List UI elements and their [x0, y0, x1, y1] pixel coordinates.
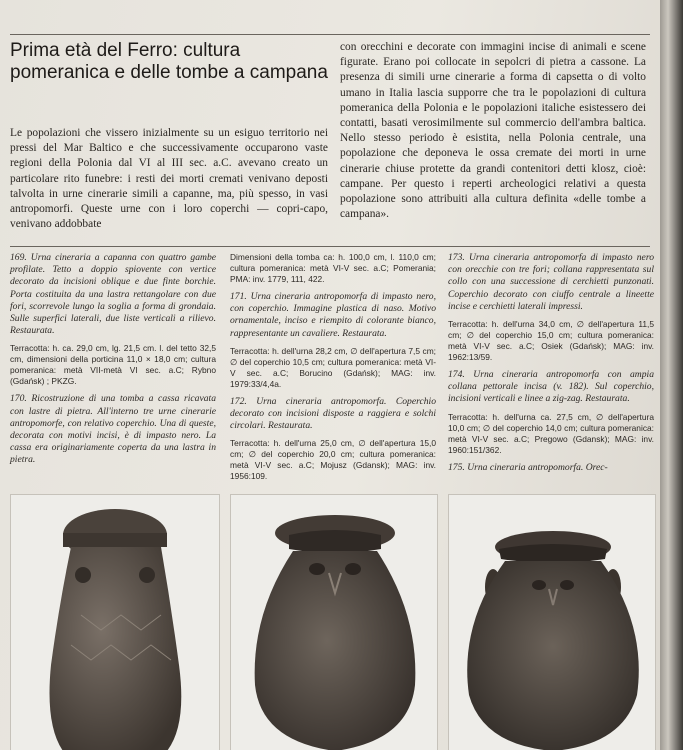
caption-175: 175. Urna cineraria antropomorfa. Orec-	[448, 461, 608, 473]
meta-173: Terracotta: h. dell'urna 34,0 cm, ∅ dell'apertura 11,5 cm; ∅ del coperchio 15,0 cm; cultura pomeranica: metà VI-V sec. a.C; Osiek (Gdańsk); MAG: inv. 1962:13/59.	[448, 319, 654, 363]
catalog-column-2	[230, 252, 436, 488]
caption-169: 169. Urna cineraria a capanna con quattro gambe profilate. Tetto a doppio spiovente con vertice decorato da incisioni oblique e due finte borchie. Porta costituita da una lastra rettangolare con due fori, scorrevole lungo la soglia a forma di grondaia. Sulle superfici laterali, due liste verticali a rilievo. Restaurata.	[10, 252, 216, 337]
caption-172: 172. Urna cineraria antropomorfa. Coperchio decorato con incisioni disposte a raggiera e solchi circolari. Restaurata.	[230, 395, 436, 432]
meta-170: Dimensioni della tomba ca: h. 100,0 cm, l. 110,0 cm; cultura pomeranica: metà VI-V sec. a.C; Pomerania; PMA: inv. 1779, 111, 422.	[230, 252, 436, 284]
urn-image-1	[11, 495, 219, 750]
urn-photo-2	[230, 494, 438, 750]
page-edge	[660, 0, 683, 750]
intro-paragraph: Le popolazioni che vissero inizialmente su un esiguo territorio nei pressi del Mar Baltico e che successivamente occuparono vaste regioni della Polonia dal VI al III sec. a.C. avevano creato un particolare rito funebre: i resti dei morti cremati venivano deposti talvolta in urne cinerarie simili a capanne, ma, più spesso, in vasi antropomorfi. Queste urne con i loro coperchi — copri-capo, venivano addobbate	[10, 127, 328, 231]
section-rule	[10, 246, 650, 247]
caption-171: 171. Urna cineraria antropomorfa di impasto nero, con coperchio. Immagine plastica di naso. Motivo ornamentale, inciso e riempito di colorante bianco, rappresentante un cavaliere. Restaurata.	[230, 291, 436, 339]
meta-169: Terracotta: h. ca. 29,0 cm, lg. 21,5 cm. l. del tetto 32,5 cm, dimensioni della porticina 11,0 × 18,0 cm; cultura pomeranica: metà VII-metà VI sec. a.C; Rybno (Gdańsk) ; PKZG.	[10, 343, 216, 387]
catalog-column-3	[448, 252, 654, 480]
caption-174: 174. Urna cineraria antropomorfa con ampia collana pettorale incisa (v. 182). Sul coperchio, incisioni verticali e linee a zig-zag. Restaurata.	[448, 369, 654, 405]
meta-171: Terracotta: h. dell'urna 28,2 cm, ∅ dell'apertura 7,5 cm; ∅ del coperchio 10,5 cm; cultura pomeranica: metà VI-V sec. a.C; Borucino (Gdańsk); MAG: inv. 1979:33/4,4a.	[230, 345, 436, 389]
top-rule	[10, 34, 650, 35]
meta-172: Terracotta: h. dell'urna 25,0 cm, ∅ dell'apertura 15,0 cm; ∅ del coperchio 20,0 cm; cultura pomeranica: metà VI-V sec. a.C; Mojusz (Gdansk); MAG: inv. 1956:109.	[230, 438, 436, 482]
urn-image-2	[231, 495, 437, 750]
intro-continuation: con orecchini e decorate con immagini incise di animali e scene figurate. Erano poi collocate in sepolcri di pietra a cassone. La presenza di simili urne cinerarie a forma di capsetta o di volto umano in Italia lascia supporre che tra le popolazioni di cultura pomeranica della Polonia e le popolazioni italiche esistessero dei contatti, basati verosimilmente sul commercio dell'ambra baltica. Nello stesso periodo è esistita, nella Polonia centrale, una popolazione che deponeva le ossa cremate dei morti in urne cinerarie chiuse protette da grandi contenitori detti klosz, cioè: campane. Per questo i reperti archeologici relativi a questa popolazione sono attribuiti alla cultura definita «delle tombe a campana».	[340, 41, 646, 221]
catalog-column-1	[10, 252, 216, 473]
caption-173: 173. Urna cineraria antropomorfa di impasto nero con orecchie con tre fori; collana rappresentata sul collo con una successione di cerchietti punzonati. Coperchio decorato con ciuffo centrale a lineette incise e cerchietti laterali impressi.	[448, 252, 654, 312]
caption-170: 170. Ricostruzione di una tomba a cassa ricavata con lastre di pietra. All'interno tre urne cinerarie antropomorfe, con relativo coperchio. Una di queste, decorata con motivi incisi, è di impasto nero. La cassa era originariamente coperta da una lastra in pietra.	[10, 393, 216, 466]
urn-image-3	[449, 495, 655, 750]
urn-photo-3	[448, 494, 656, 750]
urn-photo-1	[10, 494, 220, 750]
meta-174: Terracotta: h. dell'urna ca. 27,5 cm, ∅ dell'apertura 10,0 cm; ∅ del coperchio 14,0 cm; cultura pomeranica: metà VI-V sec. a.C; Pregowo (Gdansk); MAG: inv. 1960:151/362.	[448, 411, 654, 455]
article-title: Prima età del Ferro: cultura pomeranica e delle tombe a campana	[10, 40, 328, 83]
